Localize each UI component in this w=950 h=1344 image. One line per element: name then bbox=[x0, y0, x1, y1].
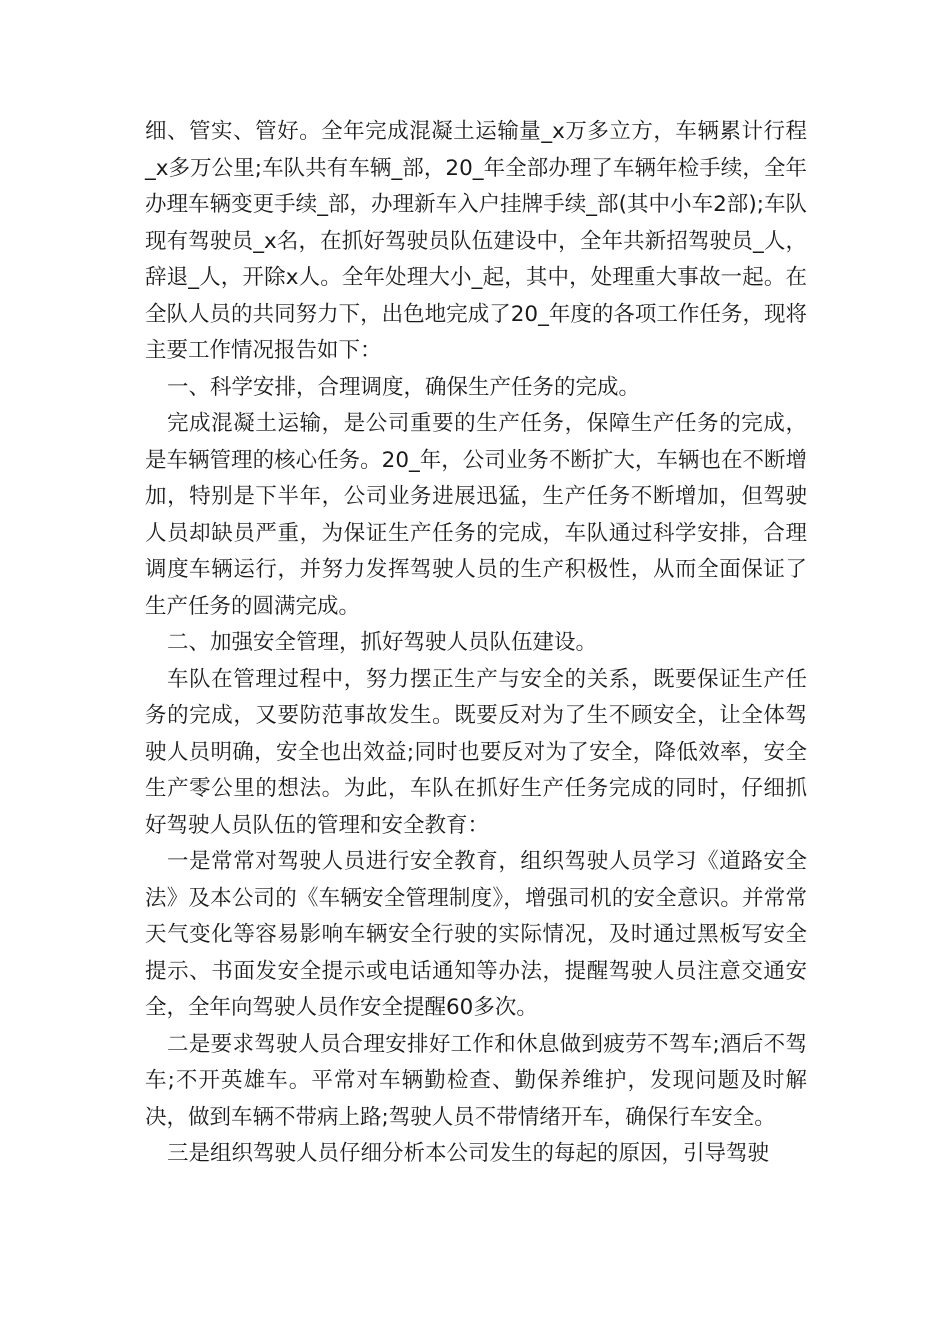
section-heading-1: 一、科学安排，合理调度，确保生产任务的完成。 bbox=[167, 374, 641, 400]
document-body bbox=[145, 114, 807, 1173]
intro-paragraph: 细、管实、管好。全年完成混凝土运输量_x万多立方，车辆累计行程_x多万公里;车队共有车辆_部，20_年全部办理了车辆年检手续，全年办理车辆变更手续_部，办理新车入户挂牌手续_部(其中小车2部);车队现有驾驶员_x名，在抓好驾驶员队伍建设中，全年共新招驾驶员_人，辞退_人，开除x人。全年处理大小_起，其中，处理重大事故一起。在全队人员的共同努力下，出色地完成了20_年度的各项工作任务，现将主要工作情况报告如下： bbox=[145, 119, 807, 363]
measure-paragraph-2: 二是要求驾驶人员合理安排好工作和休息做到疲劳不驾车;酒后不驾车;不开英雄车。平常对车辆勤检查、勤保养维护，发现问题及时解决，做到车辆不带病上路;驾驶人员不带情绪开车，确保行车安全。 bbox=[145, 1031, 807, 1130]
measure-paragraph-3: 三是组织驾驶人员仔细分析本公司发生的每起的原因，引导驾驶 bbox=[167, 1141, 770, 1166]
measure-paragraph-1: 一是常常对驾驶人员进行安全教育，组织驾驶人员学习《道路安全法》及本公司的《车辆安全管理制度》，增强司机的安全意识。并常常天气变化等容易影响车辆安全行驶的实际情况，及时通过黑板写安全提示、书面发安全提示或电话通知等办法，提醒驾驶人员注意交通安全，全年向驾驶人员作安全提醒60多次。 bbox=[145, 849, 807, 1020]
section-1-paragraph: 完成混凝土运输，是公司重要的生产任务，保障生产任务的完成，是车辆管理的核心任务。20_年，公司业务不断扩大，车辆也在不断增加，特别是下半年，公司业务进展迅猛，生产任务不断增加，但驾驶人员却缺员严重，为保证生产任务的完成，车队通过科学安排，合理调度车辆运行，并努力发挥驾驶人员的生产积极性，从而全面保证了生产任务的圆满完成。 bbox=[145, 411, 807, 619]
section-2-paragraph: 车队在管理过程中，努力摆正生产与安全的关系，既要保证生产任务的完成，又要防范事故发生。既要反对为了生不顾安全，让全体驾驶人员明确，安全也出效益;同时也要反对为了安全，降低效率，安全生产零公里的想法。为此，车队在抓好生产任务完成的同时，仔细抓好驾驶人员队伍的管理和安全教育： bbox=[145, 666, 807, 838]
section-heading-2: 二、加强安全管理，抓好驾驶人员队伍建设。 bbox=[167, 630, 598, 655]
